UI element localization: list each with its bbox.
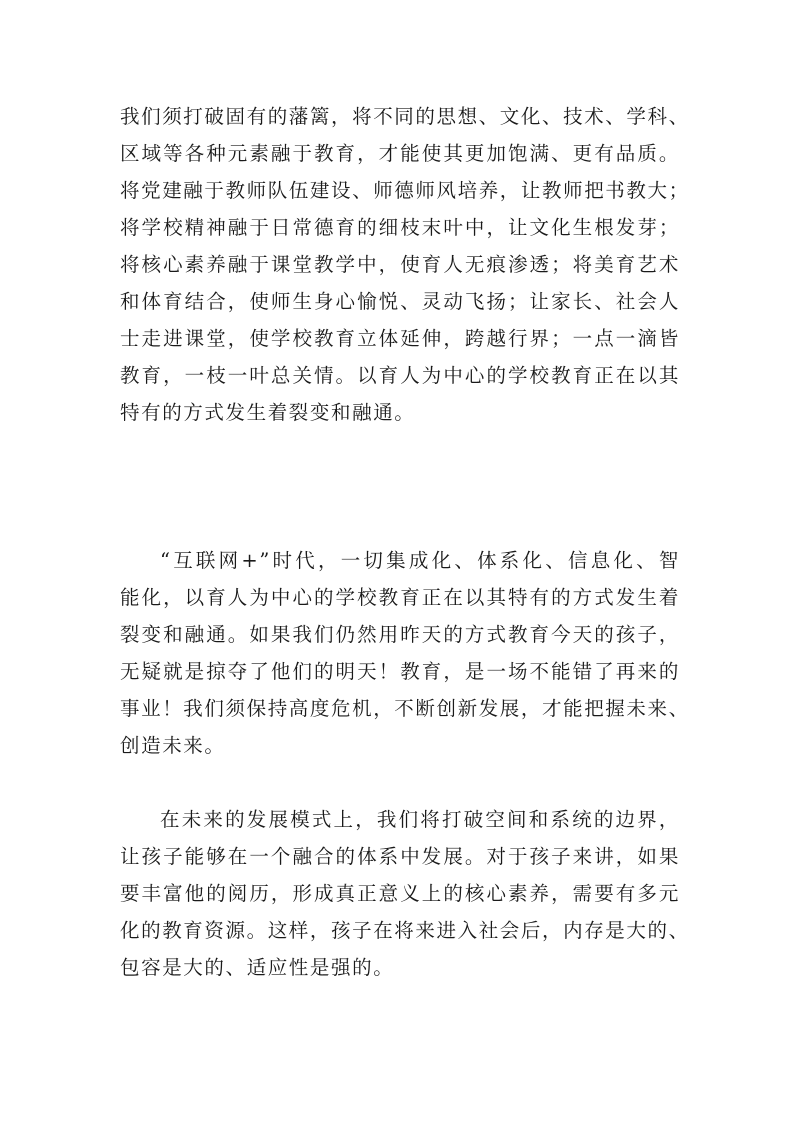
paragraph-2	[120, 542, 690, 764]
paragraph-2-line-1: “互联网+”时代，一切集成化、体系化、信息化、智	[160, 549, 680, 572]
paragraph-1-line-1: 我们须打破固有的藩篱，将不同的思想、文化、技术、学科、	[120, 105, 690, 128]
paragraph-1	[120, 98, 690, 431]
paragraph-1-line-9: 特有的方式发生着裂变和融通。	[120, 401, 416, 424]
paragraph-1-line-7: 士走进课堂，使学校教育立体延伸，跨越行界；一点一滴皆	[120, 327, 680, 350]
paragraph-1-line-5: 将核心素养融于课堂教学中，使育人无痕渗透；将美育艺术	[120, 253, 680, 276]
paragraph-3-line-2: 让孩子能够在一个融合的体系中发展。对于孩子来讲，如果	[120, 845, 680, 868]
paragraph-2-line-6: 创造未来。	[120, 734, 226, 757]
paragraph-3-line-4: 化的教育资源。这样，孩子在将来进入社会后，内存是大的、	[120, 919, 690, 942]
paragraph-3-line-3: 要丰富他的阅历，形成真正意义上的核心素养，需要有多元	[120, 882, 680, 905]
paragraph-3	[120, 801, 690, 986]
paragraph-1-line-3: 将党建融于教师队伍建设、师德师风培养，让教师把书教大；	[120, 179, 690, 202]
paragraph-1-line-8: 教育，一枝一叶总关情。以育人为中心的学校教育正在以其	[120, 364, 680, 387]
paragraph-1-line-2: 区域等各种元素融于教育，才能使其更加饱满、更有品质。	[120, 142, 680, 165]
paragraph-2-line-3: 裂变和融通。如果我们仍然用昨天的方式教育今天的孩子，	[120, 623, 680, 646]
paragraph-3-line-5: 包容是大的、适应性是强的。	[120, 956, 395, 979]
paragraph-2-line-4: 无疑就是掠夺了他们的明天！教育，是一场不能错了再来的	[120, 660, 680, 683]
paragraph-2-line-2: 能化，以育人为中心的学校教育正在以其特有的方式发生着	[120, 586, 680, 609]
paragraph-1-line-6: 和体育结合，使师生身心愉悦、灵动飞扬；让家长、社会人	[120, 290, 680, 313]
paragraph-3-line-1: 在未来的发展模式上，我们将打破空间和系统的边界，	[160, 808, 680, 831]
paragraph-2-line-5: 事业！我们须保持高度危机，不断创新发展，才能把握未来、	[120, 697, 690, 720]
paragraph-1-line-4: 将学校精神融于日常德育的细枝末叶中，让文化生根发芽；	[120, 216, 680, 239]
